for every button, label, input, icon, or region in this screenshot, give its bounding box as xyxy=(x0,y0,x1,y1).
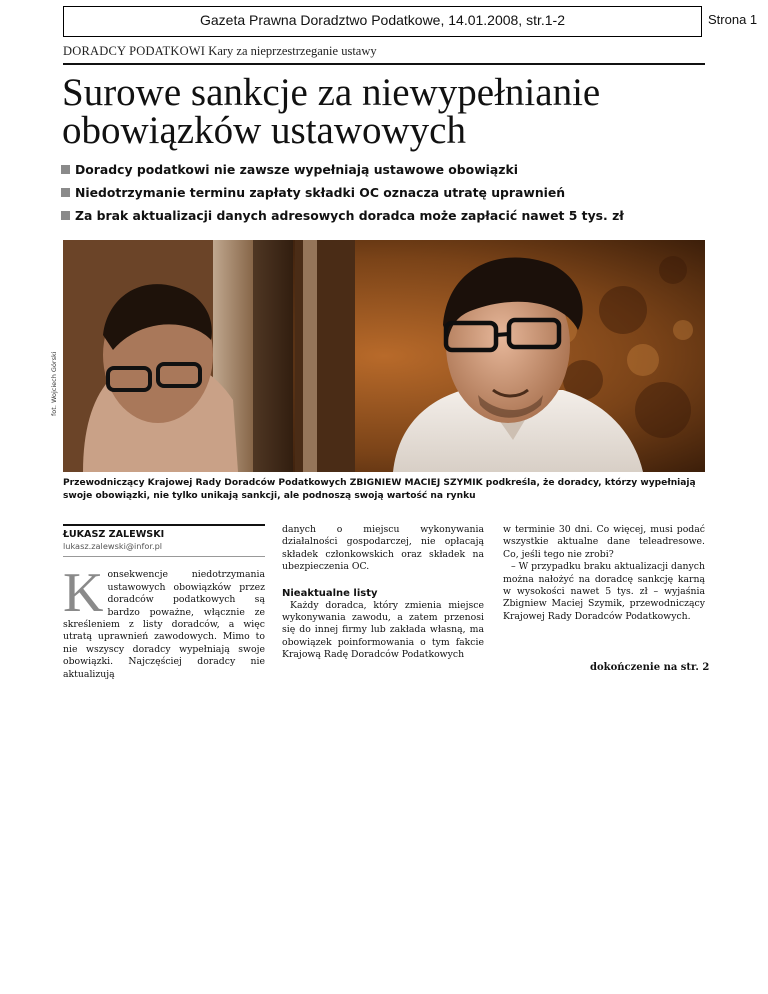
lead-bullets xyxy=(61,162,624,231)
photo-credit: fot. Wojciech Górski xyxy=(50,351,58,416)
photo-caption: Przewodniczący Krajowej Rady Doradców Podatkowych ZBIGNIEW MACIEJ SZYMIK podkreśla, że doradcy, którzy wypełniają swoje obowiązki, nie tylko unikają sankcji, ale podnoszą swoją wartość na rynku xyxy=(63,478,696,501)
subheading: Nieaktualne listy xyxy=(282,587,378,599)
headline-line-2: obowiązków ustawowych xyxy=(62,109,466,152)
kicker-topic: Kary za nieprzestrzeganie ustawy xyxy=(208,44,377,58)
kicker-section: DORADCY PODATKOWI xyxy=(63,44,206,58)
headline-line-1: Surowe sankcje za niewypełnianie xyxy=(62,71,601,114)
article-column-3 xyxy=(503,524,705,623)
body-paragraph: onsekwencje niedotrzymania ustawowych obowiązków przez doradców podatkowych są bardzo poważne, włącznie ze skreśleniem z listy doradców, a więc utratą uprawnień zawodowych. Mimo to nie wszyscy doradcy wypełniają swoje obowiązki. Najczęściej doradcy nie aktualizują xyxy=(63,569,265,680)
kicker-rule xyxy=(63,63,705,65)
article-column-1 xyxy=(63,524,265,681)
bullet-item: Niedotrzymanie terminu zapłaty składki OC oznacza utratę uprawnień xyxy=(61,185,624,208)
section-kicker xyxy=(63,44,377,59)
portrait-photo xyxy=(63,240,705,472)
bullet-square-icon xyxy=(61,211,70,220)
article-column-2 xyxy=(282,524,484,662)
body-paragraph: danych o miejscu wykonywania działalności gospodarczej, nie opłacają składek członkowskich oraz składek na ubezpieczenia OC. xyxy=(282,524,484,573)
bullet-square-icon xyxy=(61,165,70,174)
drop-cap: K xyxy=(63,562,104,625)
author-email: lukasz.zalewski@infor.pl xyxy=(63,541,265,557)
page-label: Strona 1 xyxy=(708,12,758,27)
continuation-note: dokończenie na str. 2 xyxy=(590,662,710,673)
bullet-item: Za brak aktualizacji danych adresowych doradca może zapłacić nawet 5 tys. zł xyxy=(61,208,624,231)
bullet-square-icon xyxy=(61,188,70,197)
body-paragraph: Każdy doradca, który zmienia miejsce wykonywania zawodu, a zatem przenosi się do innej firmy lub zakłada własną, ma obowiązek poinformowania o tym fakcie Krajową Radę Doradców Podatkowych xyxy=(282,599,484,661)
source-citation: Gazeta Prawna Doradztwo Podatkowe, 14.01.2008, str.1-2 xyxy=(200,12,565,28)
body-paragraph: – W przypadku braku aktualizacji danych można nałożyć na doradcę sankcję karną w wysokości nawet 5 tys. zł – wyjaśnia Zbigniew Maciej Szymik, przewodniczący Krajowej Rady Doradców Podatkowych. xyxy=(503,561,705,622)
source-citation-box xyxy=(63,6,702,37)
body-paragraph: w terminie 30 dni. Co więcej, musi podać wszystkie aktualne dane teleadresowe. Co, jeśli tego nie zrobi? xyxy=(503,524,705,560)
caption-name: ZBIGNIEW MACIEJ SZYMIK xyxy=(349,478,483,488)
author-name: ŁUKASZ ZALEWSKI xyxy=(63,524,265,541)
bullet-item: Doradcy podatkowi nie zawsze wypełniają ustawowe obowiązki xyxy=(61,162,624,185)
headline xyxy=(62,71,601,152)
